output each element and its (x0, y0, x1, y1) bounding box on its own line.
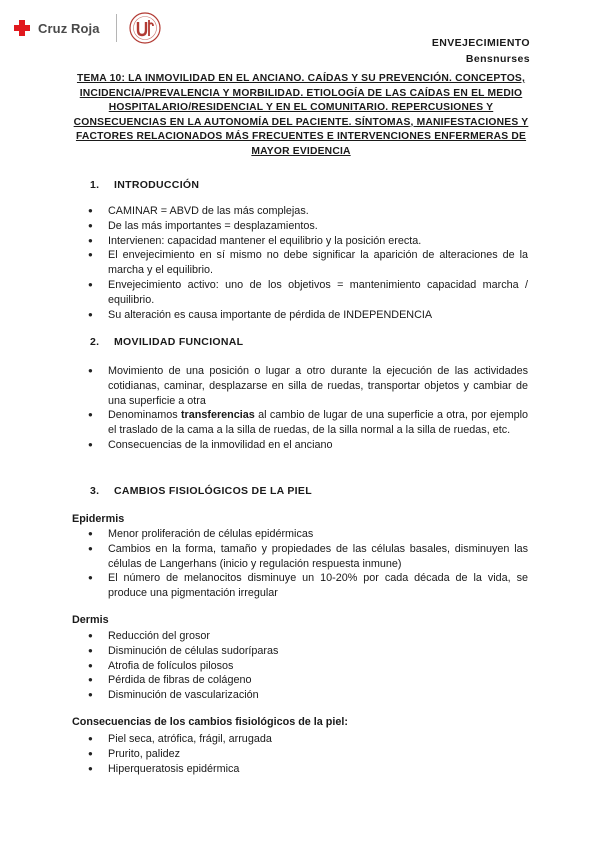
header-logos (12, 10, 161, 46)
transferencias-term: transferencias (180, 409, 255, 422)
transferencias-pre: Denominamos (108, 409, 181, 422)
list-item: ● Pérdida de fibras de colágeno (88, 673, 528, 688)
section-3-title: CAMBIOS FISIOLÓGICOS DE LA PIEL (114, 485, 312, 497)
list-item: ● Consecuencias de la inmovilidad en el anciano (88, 438, 528, 453)
section-1-list (88, 204, 528, 322)
list-item: ● Menor proliferación de células epidérmicas (88, 527, 528, 542)
red-cross-icon (12, 18, 32, 38)
list-item: ● Movimiento de una posición o lugar a otro durante la ejecución de las actividades cotidianas, caminar, desplazarse en silla de ruedas, transportar objetos y cambiar de una superficie a otra (88, 364, 528, 408)
consecuencias-list (88, 732, 528, 776)
section-2-list (88, 364, 528, 453)
list-item: ● Disminución de células sudoríparas (88, 644, 528, 659)
subsection-epidermis-title: Epidermis (72, 513, 125, 525)
list-item: ● Reducción del grosor (88, 629, 528, 644)
list-item: ● De las más importantes = desplazamientos. (88, 219, 528, 234)
list-item: ● Cambios en la forma, tamaño y propiedades de las células basales, disminuyen las células de Langerhans (inicio y regulación respuesta inmune) (88, 542, 528, 572)
list-item: ● El número de melanocitos disminuye un 10-20% por cada década de la vida, se produce una pigmentación irregular (88, 571, 528, 601)
section-2-number: 2. (90, 336, 100, 348)
list-item: ● Piel seca, atrófica, frágil, arrugada (88, 732, 528, 747)
subsection-consecuencias-title: Consecuencias de los cambios fisiológicos de la piel: (72, 716, 349, 728)
list-item: ● El envejecimiento en sí mismo no debe significar la aparición de alteraciones de la marcha y el equilibrio. (88, 248, 528, 278)
list-item: ● Disminución de vascularización (88, 688, 528, 703)
list-item: ● Atrofia de folículos pilosos (88, 659, 528, 674)
list-item: ● Envejecimiento activo: uno de los objetivos = mantenimiento capacidad marcha / equilibrio. (88, 278, 528, 308)
section-1-number: 1. (90, 179, 100, 191)
section-2-title: MOVILIDAD FUNCIONAL (114, 336, 244, 348)
header-right (432, 35, 530, 67)
logo-divider (116, 14, 117, 42)
section-1-heading (90, 179, 199, 191)
section-3-heading (90, 485, 312, 497)
section-2-heading (90, 336, 243, 348)
transferencias-post: al cambio de lugar de una superficie a otra, por ejemplo el traslado de la cama a la silla de ruedas, de la silla normal a la silla de ruedas, etc. (108, 409, 528, 437)
section-3-number: 3. (90, 485, 100, 497)
red-cross-logo-text: Cruz Roja (38, 20, 100, 36)
section-1-title: INTRODUCCIÓN (114, 179, 200, 191)
list-item: ● Su alteración es causa importante de pérdida de INDEPENDENCIA (88, 308, 528, 323)
document-title: TEMA 10: LA INMOVILIDAD EN EL ANCIANO. CAÍDAS Y SU PREVENCIÓN. CONCEPTOS, INCIDENCIA/PREVALENCIA Y MORBILIDAD. ETIOLOGÍA DE LAS CAÍDAS EN EL MEDIO HOSPITALARIO/RESIDENCIAL Y EN EL COMUNITARIO. REPERCUSIONES Y CONSECUENCIAS EN LA AUTONOMÍA DEL PACIENTE. SÍNTOMAS, MANIFESTACIONES Y FACTORES RELACIONADOS MÁS FRECUENTES E INTERVENCIONES ENFERMERAS DE MAYOR EVIDENCIA (73, 73, 529, 157)
list-item: ● Prurito, palidez (88, 747, 528, 762)
epidermis-list (88, 527, 528, 601)
subsection-dermis-title: Dermis (72, 614, 109, 626)
header-author: Bensnurses (465, 53, 530, 65)
header-subject: ENVEJECIMIENTO (431, 37, 530, 49)
list-item: ● Intervienen: capacidad mantener el equilibrio y la posición erecta. (88, 234, 528, 249)
list-item-transferencias (88, 408, 528, 438)
university-seal-icon (129, 12, 161, 44)
list-item: ● Hiperqueratosis epidérmica (88, 762, 528, 777)
dermis-list (88, 629, 528, 703)
list-item: ● CAMINAR = ABVD de las más complejas. (88, 204, 528, 219)
